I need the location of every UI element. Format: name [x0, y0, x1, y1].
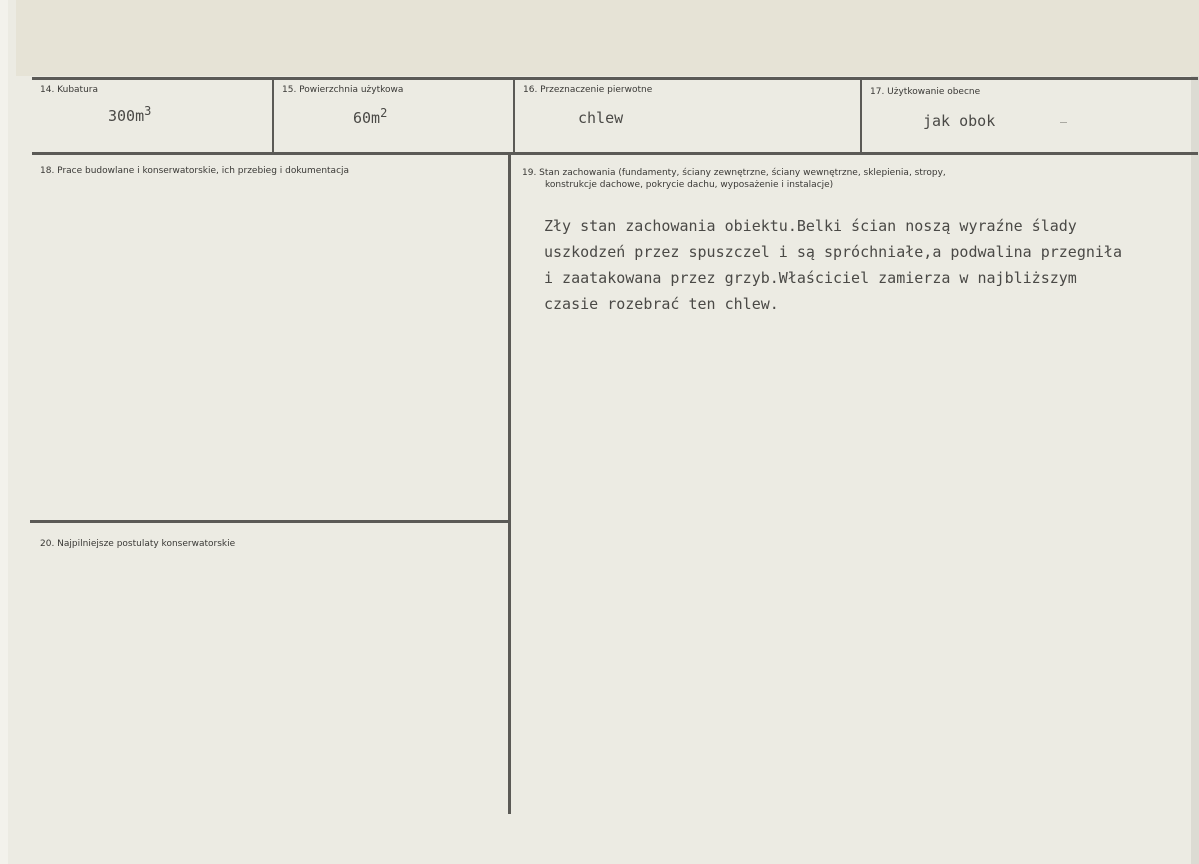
field-16-label: 16. Przeznaczenie pierwotne [523, 85, 653, 95]
condition-text-line-3: i zaatakowana przez grzyb.Właściciel zamierza w najbliższym [544, 269, 1077, 287]
condition-text-line-4: czasie rozebrać ten chlew. [544, 295, 779, 313]
field-17-value: jak obok [923, 112, 996, 130]
condition-text-line-1: Zły stan zachowania obiektu.Belki ścian noszą wyraźne ślady [544, 217, 1077, 235]
field-16-value: chlew [578, 109, 624, 127]
field-14-value: $300m^3$ [108, 104, 152, 125]
top-rule [32, 77, 1198, 80]
field-15-label: 15. Powierzchnia użytkowa [282, 85, 404, 95]
condition-text-line-2: uszkodzeń przez spuszczel i są spróchniałe,a podwalina przegniła [544, 243, 1122, 261]
divider-16-17 [860, 79, 862, 153]
divider-main [508, 154, 511, 814]
field-20-label: 20. Najpilniejsze postulaty konserwatorskie [40, 539, 236, 549]
section-18-bottom-rule [30, 520, 509, 523]
field-15-value: $60m^2$ [353, 106, 388, 127]
dash-mark [1060, 122, 1067, 123]
divider-14-15 [272, 79, 274, 153]
field-19-label-line1: 19. Stan zachowania (fundamenty, ściany zewnętrzne, ściany wewnętrzne, sklepienia, stropy, [522, 168, 946, 178]
divider-15-16 [513, 79, 515, 153]
field-19-label-line2: konstrukcje dachowe, pokrycie dachu, wyposażenie i instalacje) [545, 180, 834, 190]
top-band [16, 0, 1199, 76]
row1-bottom-rule [32, 152, 1198, 155]
field-17-label: 17. Użytkowanie obecne [870, 87, 981, 97]
field-18-label: 18. Prace budowlane i konserwatorskie, ich przebieg i dokumentacja [40, 166, 350, 176]
field-14-label: 14. Kubatura [40, 85, 99, 95]
